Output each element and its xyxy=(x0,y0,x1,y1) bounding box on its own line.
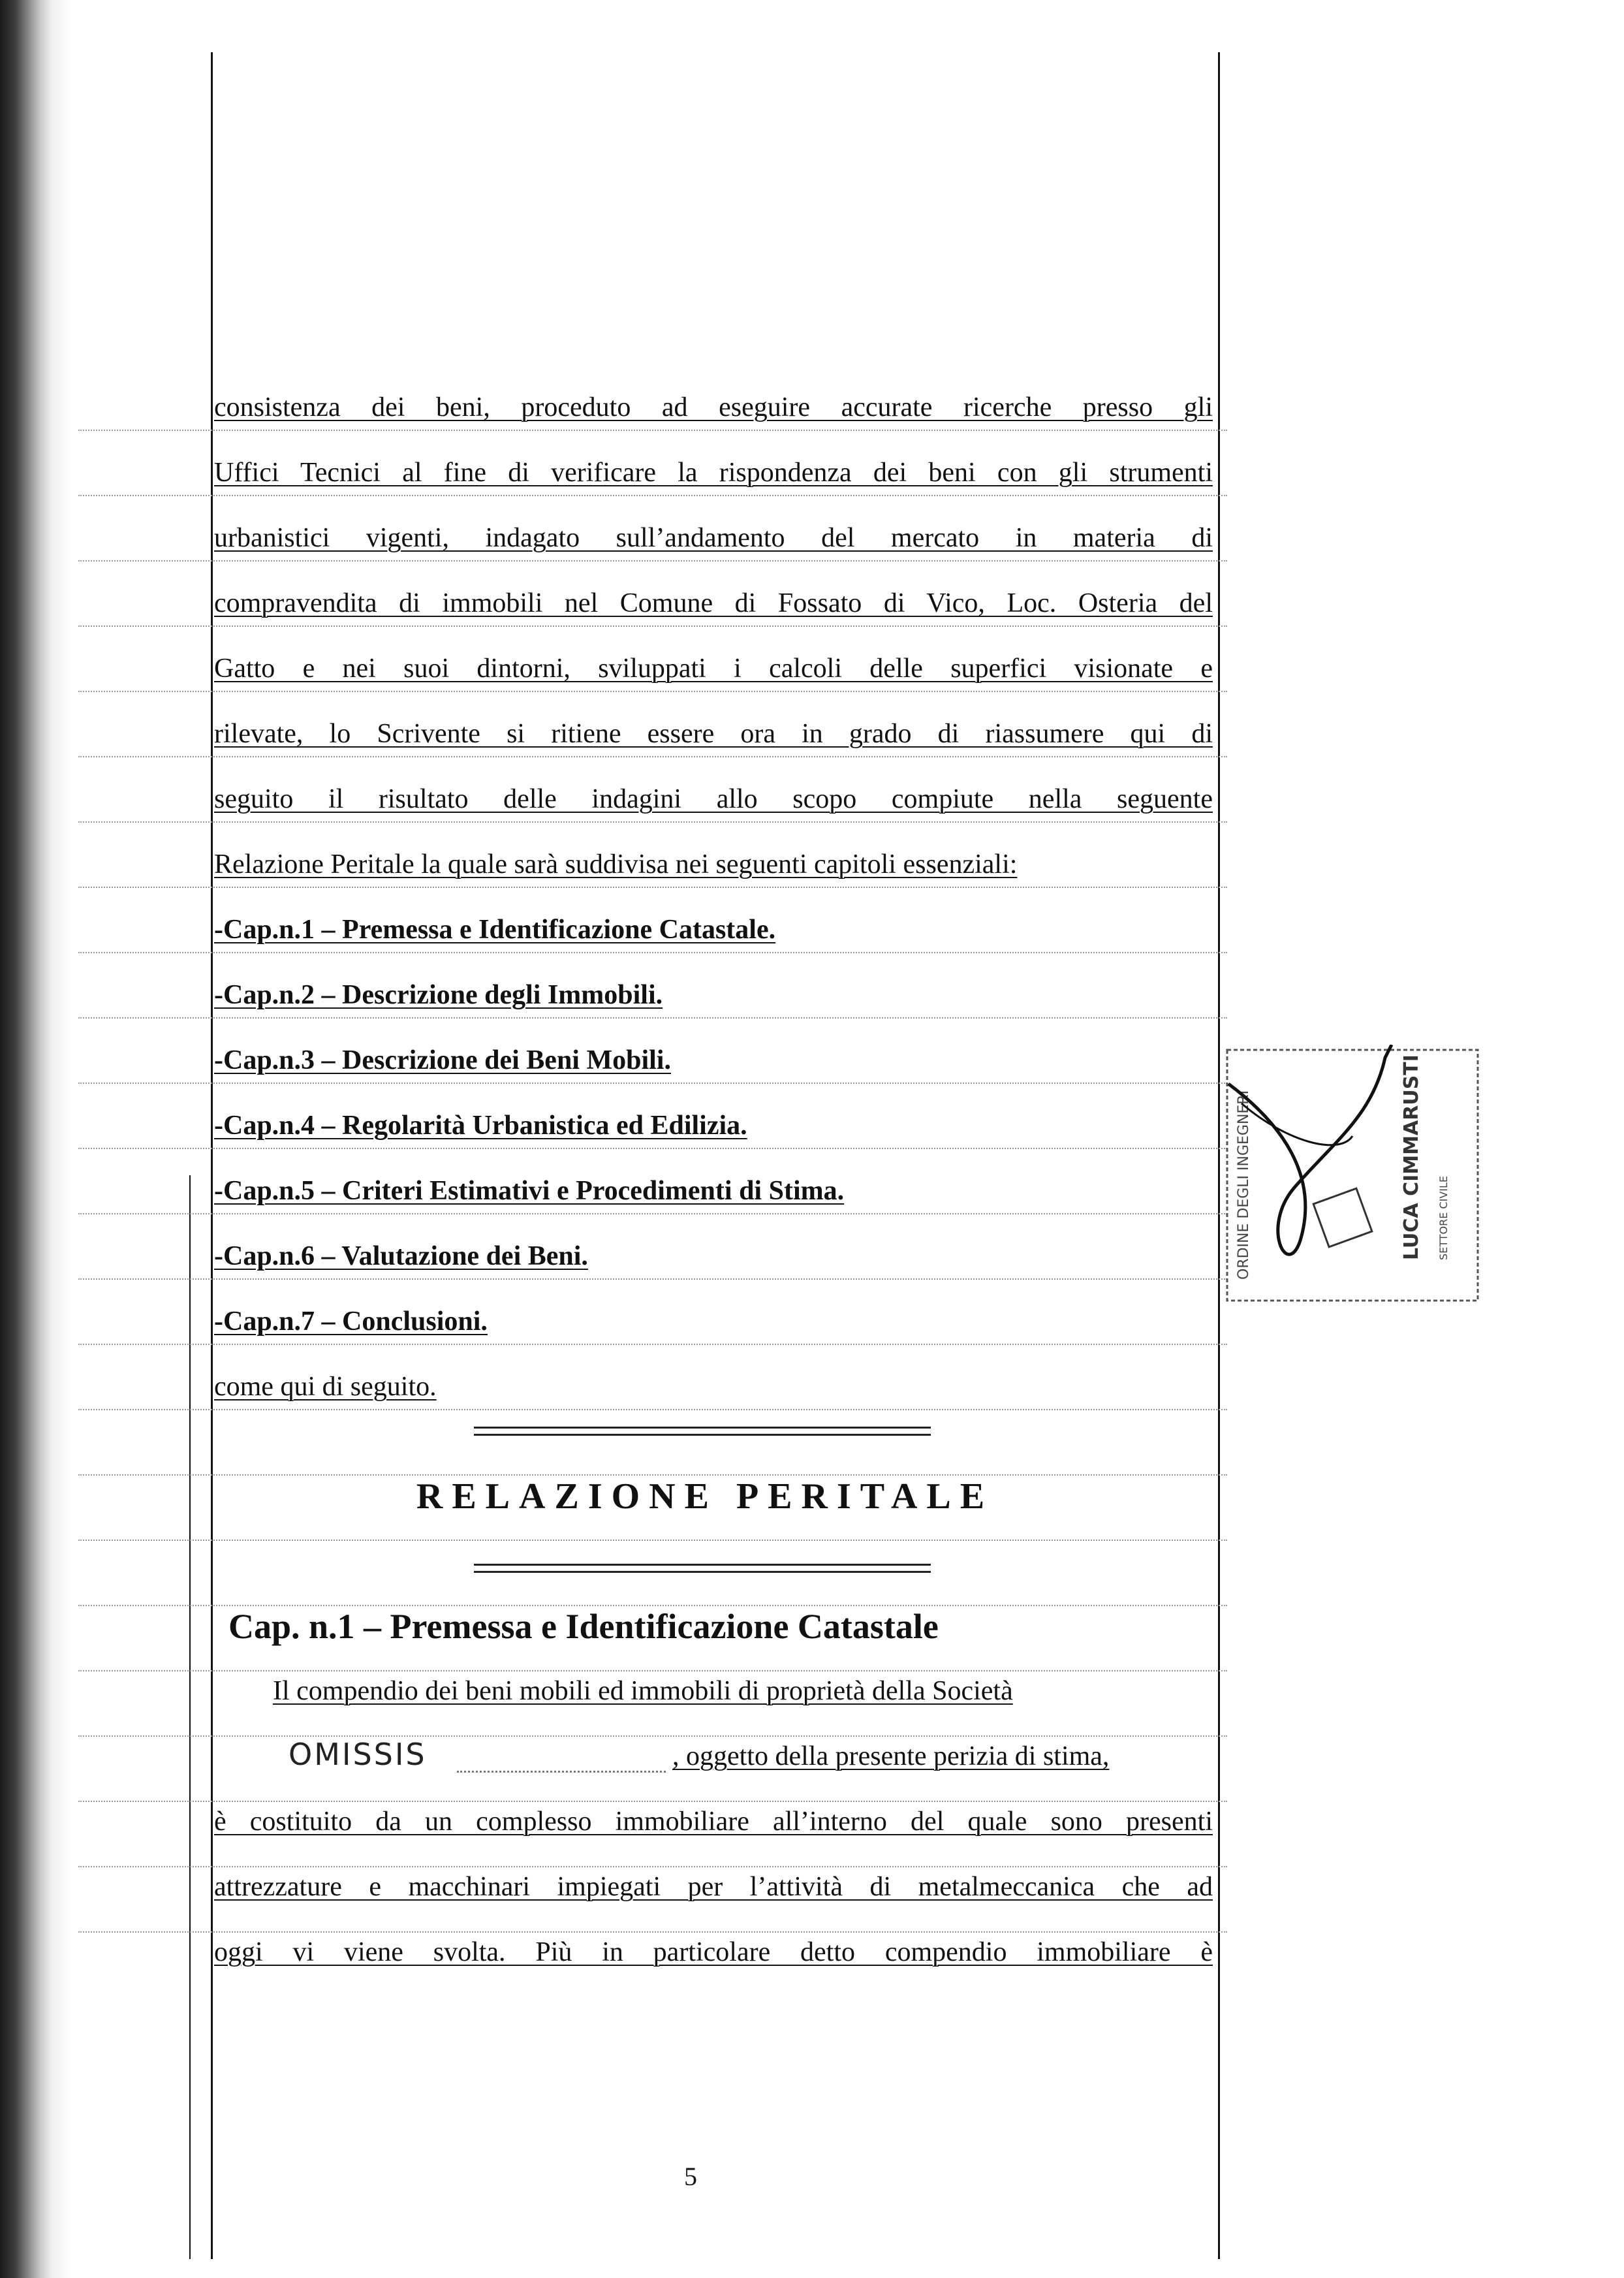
chapter-list-item: -Cap.n.2 – Descrizione degli Immobili. xyxy=(214,980,663,1010)
intro-line: Uffici Tecnici al fine di verificare la rispondenza dei beni con gli strumenti xyxy=(214,458,1213,488)
chapter-list-item: -Cap.n.1 – Premessa e Identificazione Catastale. xyxy=(214,915,776,945)
body-line: attrezzature e macchinari impiegati per l’attività di metalmeccanica che ad xyxy=(214,1872,1213,1902)
page-number: 5 xyxy=(684,2162,697,2191)
body-line: Il compendio dei beni mobili ed immobili di proprietà della Società xyxy=(273,1676,1013,1706)
section-title: RELAZIONE PERITALE xyxy=(416,1476,994,1517)
intro-line: compravendita di immobili nel Comune di Fossato di Vico, Loc. Osteria del xyxy=(214,588,1213,618)
intro-line: Relazione Peritale la quale sarà suddivisa nei seguenti capitoli essenziali: xyxy=(214,849,1018,879)
chapter-list-item: -Cap.n.7 – Conclusioni. xyxy=(214,1306,488,1337)
intro-line: seguito il risultato delle indagini allo scopo compiute nella seguente xyxy=(214,784,1213,814)
left-margin-rule xyxy=(211,52,213,2259)
inner-left-rule xyxy=(189,1175,191,2259)
body-line: è costituito da un complesso immobiliare all’interno del quale sono presenti xyxy=(214,1807,1213,1837)
chapter-list-item: -Cap.n.6 – Valutazione dei Beni. xyxy=(214,1241,588,1271)
chapter-list-item: -Cap.n.4 – Regolarità Urbanistica ed Edilizia. xyxy=(214,1111,747,1141)
chapter-list-item: -Cap.n.5 – Criteri Estimativi e Procedimenti di Stima. xyxy=(214,1176,845,1206)
double-rule-top xyxy=(474,1427,931,1436)
handwritten-redaction: OMISSIS xyxy=(289,1737,427,1772)
signature xyxy=(1228,1045,1392,1254)
binder-edge xyxy=(0,0,72,2278)
stamp-text: ORDINE DEGLI INGEGNERI xyxy=(1236,1090,1252,1280)
intro-line: urbanistici vigenti, indagato sull’andamento del mercato in materia di xyxy=(214,523,1213,553)
chapter-list-item: -Cap.n.3 – Descrizione dei Beni Mobili. xyxy=(214,1045,671,1075)
chapter-heading: Cap. n.1 – Premessa e Identificazione Catastale xyxy=(228,1607,939,1646)
intro-line: rilevate, lo Scrivente si ritiene essere ora in grado di riassumere qui di xyxy=(214,719,1213,749)
redaction-fill xyxy=(457,1771,666,1773)
engineer-stamp xyxy=(1222,1045,1483,1306)
stamp-text: SETTORE CIVILE xyxy=(1437,1175,1450,1260)
double-rule-bottom xyxy=(474,1564,931,1573)
stamp-text: LUCA CIMMARUSTI xyxy=(1400,1054,1423,1260)
intro-line: consistenza dei beni, proceduto ad eseguire accurate ricerche presso gli xyxy=(214,392,1213,422)
right-margin-rule xyxy=(1218,52,1220,2259)
intro-line: Gatto e nei suoi dintorni, sviluppati i calcoli delle superfici visionate e xyxy=(214,654,1213,684)
body-line: oggi vi viene svolta. Più in particolare detto compendio immobiliare è xyxy=(214,1937,1213,1967)
closing-line: come qui di seguito. xyxy=(214,1372,437,1402)
body-line: , oggetto della presente perizia di stima, xyxy=(672,1741,1110,1771)
